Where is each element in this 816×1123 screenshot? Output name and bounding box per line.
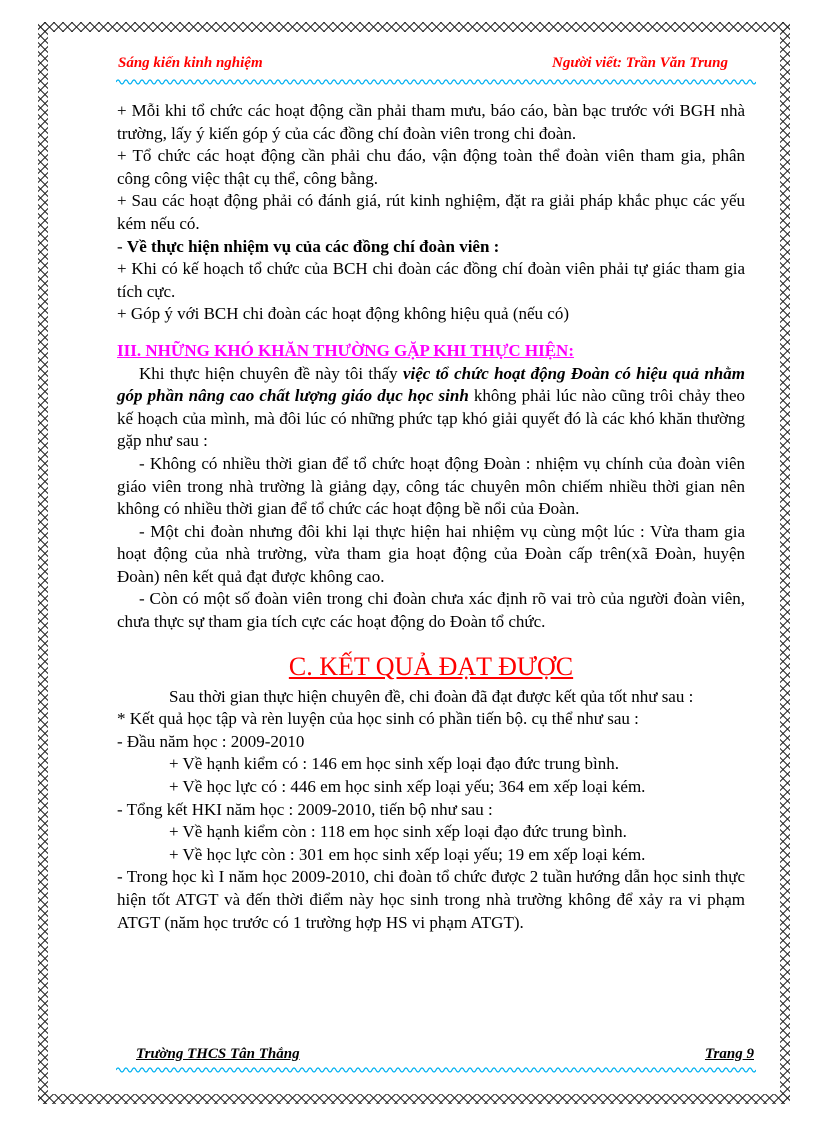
paragraph-semester-summary: - Tổng kết HKI năm học : 2009-2010, tiến bộ như sau : <box>117 799 493 819</box>
footer-page-number: Trang 9 <box>704 1046 754 1062</box>
header-document-type: Sáng kiến kinh nghiệm <box>118 55 263 71</box>
paragraph-two-tasks: - Một chi đoàn nhưng đôi khi lại thực hiện hai nhiệm vụ cùng một lúc : Vừa tham gia hoạt động của nhà trường, vừa tham gia hoạt động của Đoàn cấp trên(xã Đoàn, huyện Đoàn) nên kết quả đạt được không cao. <box>117 521 745 586</box>
header-wave-rule <box>116 78 756 86</box>
section-iii-heading: III. NHỮNG KHÓ KHĂN THƯỜNG GẶP KHI THỰC HIỆN: <box>117 340 574 360</box>
paragraph-results-intro: Sau thời gian thực hiện chuyên đề, chi đoàn đã đạt được kết qủa tốt như sau : <box>169 686 694 706</box>
paragraph-start-year: - Đầu năm học : 2009-2010 <box>117 731 305 751</box>
section-c-heading: C. KẾT QUẢ ĐẠT ĐƯỢC <box>288 651 574 681</box>
member-duty-heading: Về thực hiện nhiệm vụ của các đồng chí đoàn viên : <box>126 236 500 256</box>
paragraph-self-participate: + Khi có kế hoạch tổ chức của BCH chi đoàn các đồng chí đoàn viên phải tự giác tham gia tích cực. <box>117 259 745 301</box>
paragraph-member-duty <box>117 236 745 259</box>
item-academic-start: + Về học lực có : 446 em học sinh xếp loại yếu; 364 em xếp loại kém. <box>169 777 646 797</box>
paragraph-traffic-safety: - Trong học kì I năm học 2009-2010, chi đoàn tổ chức được 2 tuần hướng dẫn học sinh thực hiện tốt ATGT và đến thời điểm này học sinh trong nhà trường không để xảy ra vi phạm ATGT (năm học trước có 1 trường hợp HS vi phạm ATGT). <box>117 867 745 932</box>
intro-text-end: không phải lúc nào cũng trôi chảy theo kế hoạch của mình, mà đôi lúc có những phức tạp khó giải quyết đó là các khó khăn thường gặp như sau : <box>117 386 745 451</box>
paragraph-no-time: - Không có nhiều thời gian để tổ chức hoạt động Đoàn : nhiệm vụ chính của đoàn viên giáo viên trong nhà trường là giảng dạy, công tác chuyên môn chiếm nhiều thời gian nên không có nhiều thời gian để tổ chức các hoạt động bề nổi của Đoàn. <box>117 453 745 519</box>
paragraph-results-progress: * Kết quả học tập và rèn luyện của học sinh có phần tiến bộ. cụ thể như sau : <box>117 709 639 729</box>
paragraph-consult: + Mỗi khi tổ chức các hoạt động cần phải tham mưu, báo cáo, bàn bạc trước với BGH nhà trường, lấy ý kiến góp ý của các đồng chí đoàn viên trong chi đoàn. <box>117 101 745 143</box>
item-academic-semester: + Về học lực còn : 301 em học sinh xếp loại yếu; 19 em xếp loại kém. <box>169 844 646 864</box>
paragraph-organize: + Tổ chức các hoạt động cần phải chu đáo, vận động toàn thể đoàn viên tham gia, phân công công việc thật cụ thể, công bằng. <box>117 146 745 188</box>
intro-text: Khi thực hiện chuyên đề này tôi thấy <box>139 363 403 383</box>
item-conduct-start: + Về hạnh kiểm có : 146 em học sinh xếp loại đạo đức trung bình. <box>169 754 620 774</box>
footer-wave-rule <box>116 1066 756 1074</box>
paragraph-difficulties-intro <box>117 363 745 453</box>
intro-emphasis: việc tổ chức hoạt động Đoàn có hiệu quả nhằm góp phần nâng cao chất lượng giáo dục học sinh <box>117 363 745 406</box>
footer-school: Trường THCS Tân Thắng <box>136 1046 300 1062</box>
paragraph-feedback: + Góp ý với BCH chi đoàn các hoạt động không hiệu quả (nếu có) <box>117 304 569 324</box>
item-conduct-semester: + Về hạnh kiểm còn : 118 em học sinh xếp loại đạo đức trung bình. <box>169 822 627 842</box>
paragraph-evaluate: + Sau các hoạt động phải có đánh giá, rút kinh nghiệm, đặt ra giải pháp khắc phục các yếu kém nếu có. <box>117 191 745 233</box>
header-author: Người viết: Trần Văn Trung <box>552 55 728 71</box>
page-content <box>117 100 745 934</box>
dash-prefix: - <box>117 236 127 256</box>
paragraph-unclear-role: - Còn có một số đoàn viên trong chi đoàn chưa xác định rõ vai trò của người đoàn viên, chưa thực sự tham gia tích cực các hoạt động do Đoàn tổ chức. <box>117 589 745 632</box>
